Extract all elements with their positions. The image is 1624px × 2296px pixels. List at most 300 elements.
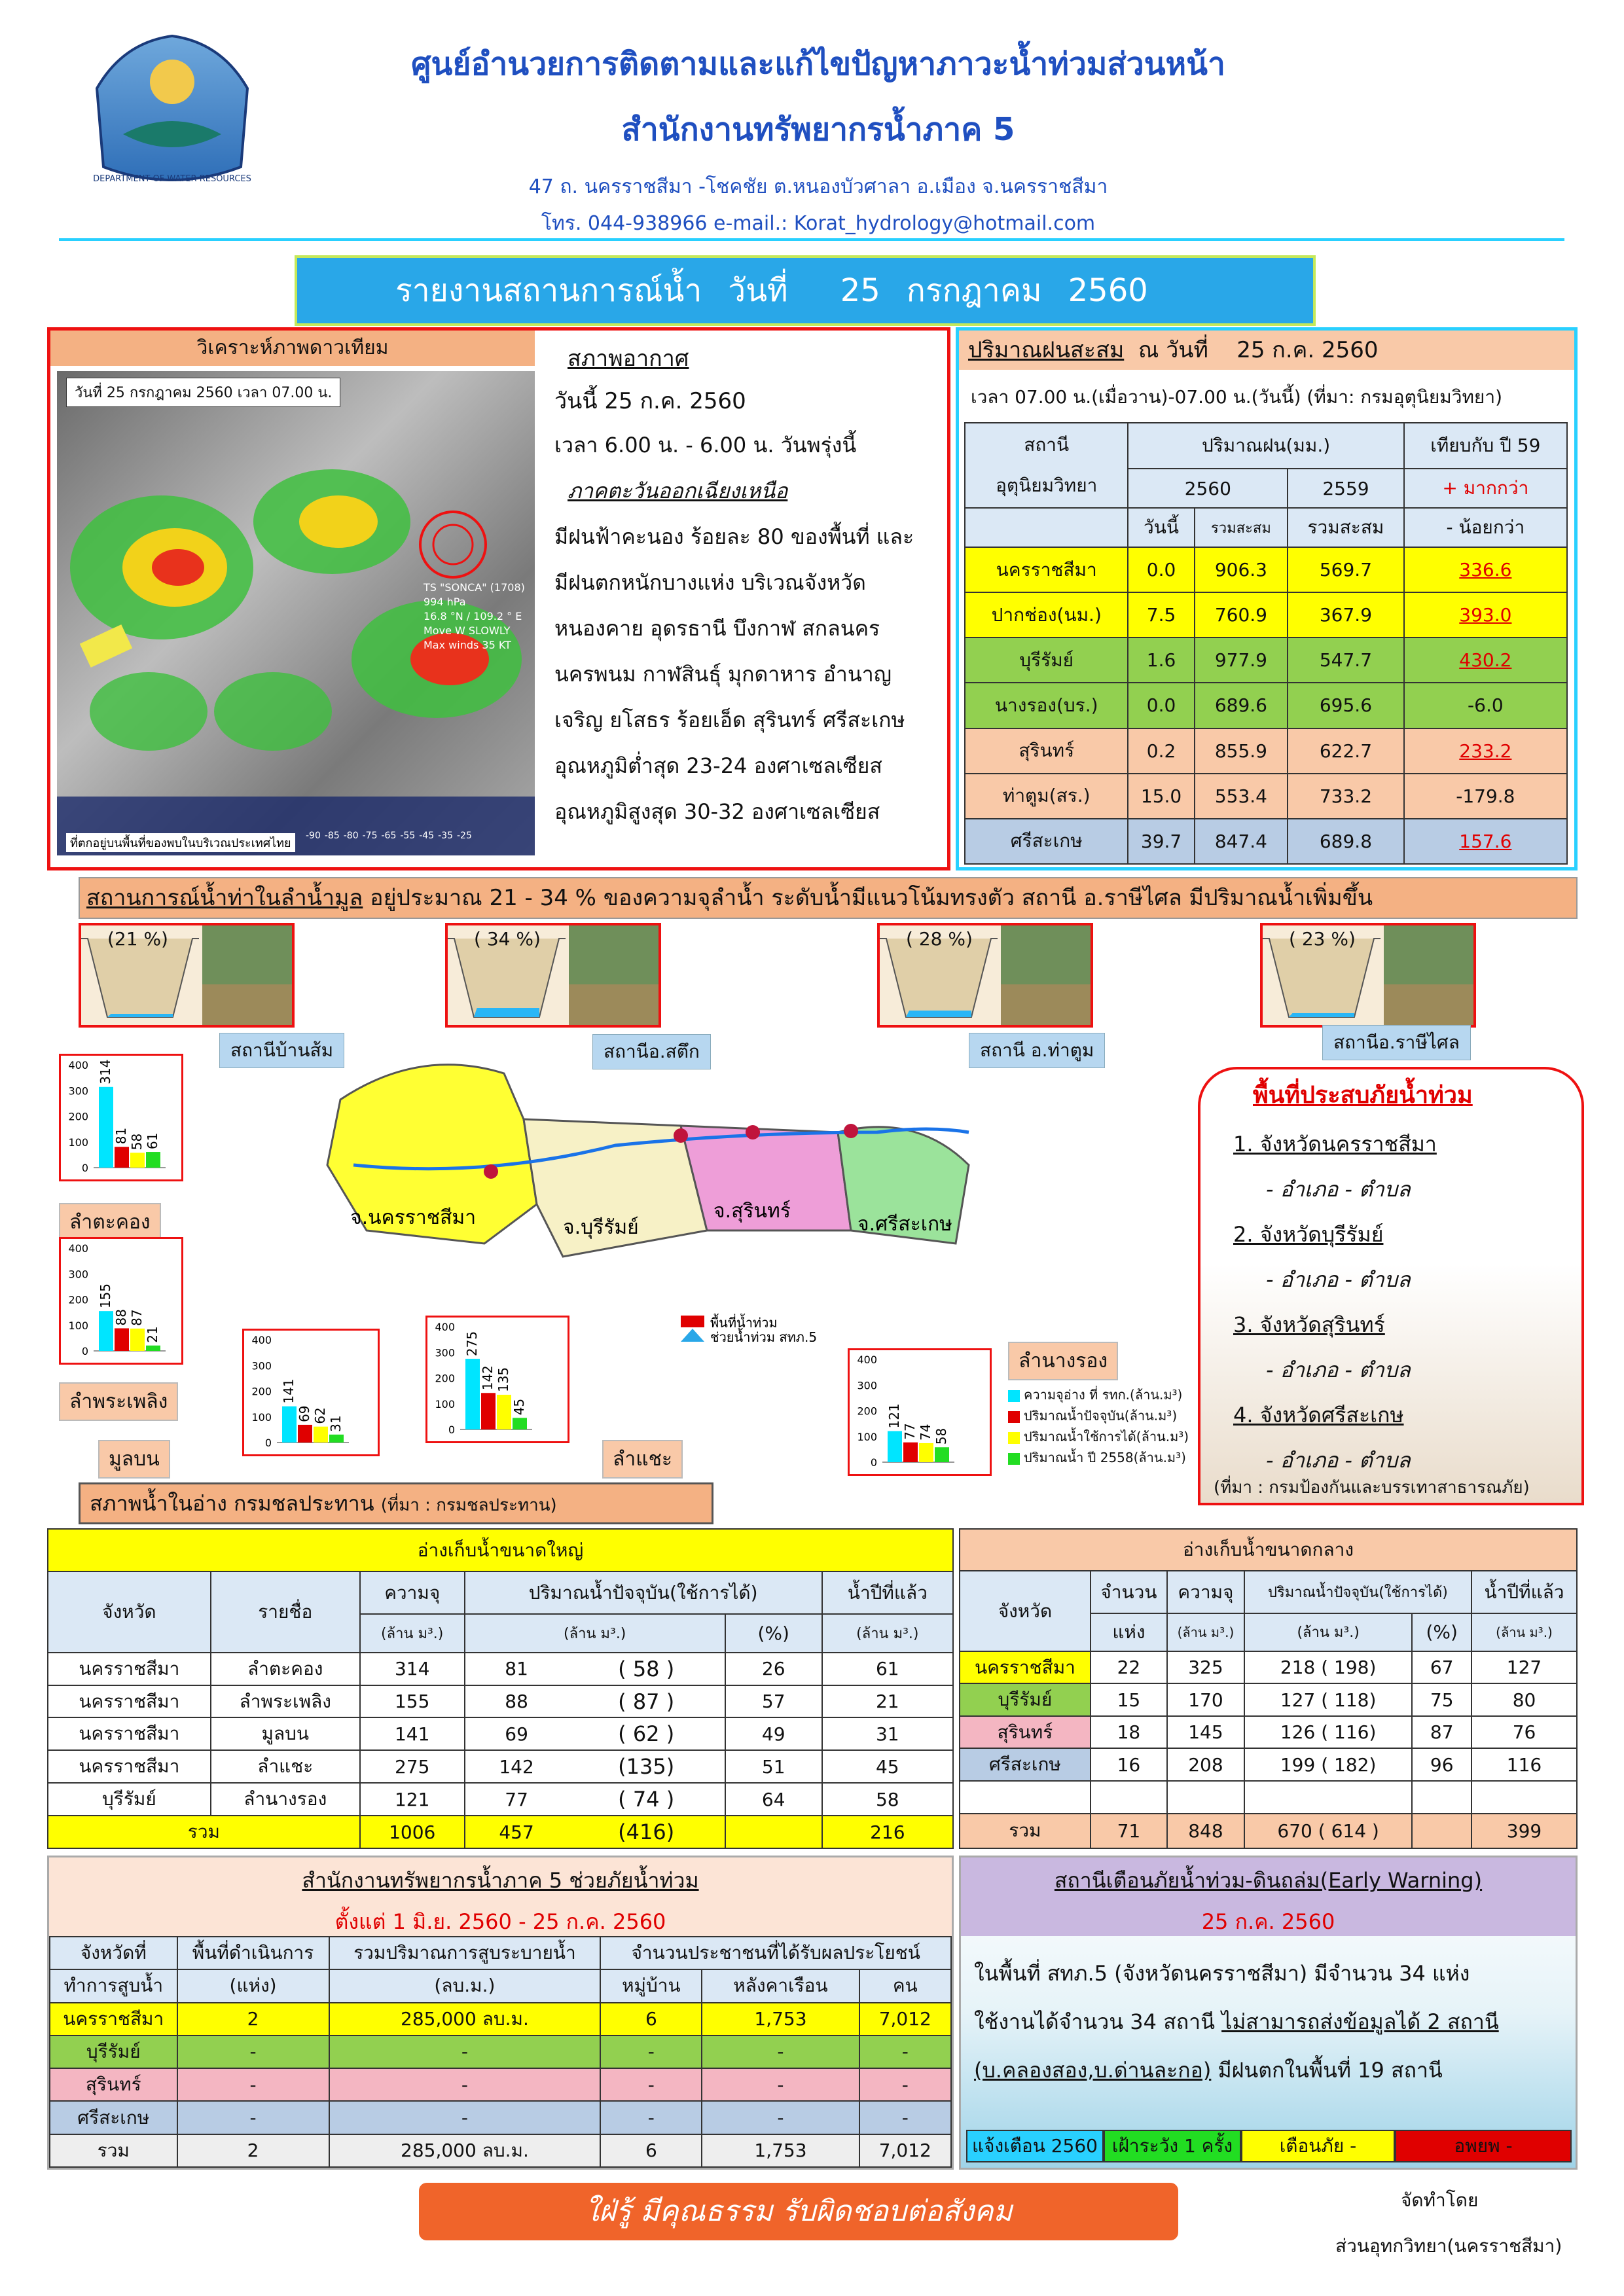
cell: รวม: [960, 1814, 1091, 1848]
medium-reservoir-table: [959, 1528, 1578, 1849]
water-level: [906, 1011, 971, 1017]
cell: 77: [465, 1783, 568, 1816]
report-title: รายงานสถานการณ์น้ำ: [395, 272, 702, 309]
cell: บุรีรัมย์: [50, 2036, 177, 2068]
rain-h-acc2: รวมสะสม: [1288, 508, 1404, 547]
rain-h-less: - น้อยกว่า: [1404, 508, 1567, 547]
weather-time: เวลา 6.00 น. - 6.00 น. วันพรุ่งนี้: [554, 433, 857, 457]
weather-line: หนองคาย อุดรธานี บึงกาฬ สกลนคร: [554, 616, 880, 641]
risk-list: [1233, 1122, 1574, 1483]
scale-tick: -75: [362, 831, 378, 841]
reservoir-chart: [425, 1316, 569, 1443]
cell: ( 62 ): [568, 1717, 725, 1750]
cell: 88: [465, 1685, 568, 1718]
rain-table: [964, 422, 1568, 865]
rain-h-station: [965, 423, 1128, 508]
bar: [130, 1153, 145, 1168]
station-pct: (21 %): [107, 928, 168, 950]
data-label: 81: [113, 1127, 129, 1145]
cell: 21: [822, 1685, 953, 1718]
large-total: [48, 1816, 953, 1848]
risk-detail: - อำเภอ - ตำบล: [1266, 1267, 1411, 1292]
th: (ล้าน ม³.): [822, 1614, 953, 1653]
cell: 275: [360, 1750, 465, 1783]
cell: -6.0: [1404, 683, 1567, 728]
cell: 7.5: [1128, 592, 1194, 637]
tick-label: 300: [435, 1346, 455, 1359]
data-label: 45: [511, 1398, 527, 1416]
cell: 1.6: [1128, 637, 1194, 683]
cell: ศรีสะเกษ: [960, 1748, 1091, 1780]
rain-h-compare: เทียบกับ ปี 59: [1404, 423, 1567, 469]
th: ความจุ: [360, 1571, 465, 1614]
risk-title: พื้นที่ประสบภัยน้ำท่วม: [1253, 1082, 1473, 1109]
tick-label: 0: [264, 1437, 272, 1449]
status-alert: เตือนภัย -: [1241, 2130, 1395, 2162]
pump-title: สำนักงานทรัพยากรน้ำภาค 5 ช่วยภัยน้ำท่วม: [302, 1868, 699, 1893]
bar: [513, 1418, 527, 1429]
cell: 2: [177, 2003, 329, 2036]
cell: 80: [1471, 1683, 1577, 1715]
weather-line: นครพนม กาฬสินธุ์ มุกดาหาร อำนาญ: [554, 662, 892, 687]
cell: -: [859, 2101, 951, 2134]
scale-tick: -35: [438, 831, 453, 841]
th: (ล้าน ม³.): [360, 1614, 465, 1653]
scale-tick: -80: [343, 831, 359, 841]
cell: 6: [600, 2003, 702, 2036]
weather-line: มีฝนตกหนักบางแห่ง บริเวณจังหวัด: [554, 570, 866, 595]
cell: บุรีรัมย์: [960, 1683, 1091, 1715]
data-label: 155: [98, 1283, 113, 1309]
cell: 906.3: [1195, 547, 1288, 592]
weather-line: เจริญ ยโสธร ร้อยเอ็ด สุรินทร์ ศรีสะเกษ: [554, 708, 905, 732]
th: จำนวนประชาชนที่ได้รับผลประโยชน์: [600, 1937, 951, 1969]
tick-label: 200: [857, 1405, 877, 1418]
legend-entry: [1008, 1405, 1231, 1426]
status-evacuate: อพยพ -: [1395, 2130, 1572, 2162]
bar: [919, 1443, 933, 1462]
reservoir-banner: [79, 1482, 713, 1524]
cell: 670 ( 614 ): [1244, 1814, 1413, 1848]
weather-line: มีฝนฟ้าคะนอง ร้อยละ 80 ของพื้นที่ และ: [554, 524, 914, 549]
data-label: 69: [297, 1405, 312, 1422]
h: อุตุนิยมวิทยา: [996, 475, 1098, 496]
tick-label: 400: [857, 1354, 877, 1366]
cell: 51: [725, 1750, 822, 1783]
report-day: 25: [840, 272, 880, 309]
th: คน: [859, 1969, 951, 2002]
cell: บุรีรัมย์: [965, 637, 1128, 683]
cell: 977.9: [1195, 637, 1288, 683]
cell: มูลบน: [211, 1717, 360, 1750]
legend-entry: [1008, 1384, 1231, 1405]
tick-label: 100: [251, 1410, 272, 1424]
station-profile: [445, 923, 661, 1028]
cell: 336.6: [1404, 547, 1567, 592]
reservoir-chart-name: ลำพระเพลิง: [59, 1382, 178, 1421]
scale-tick: -25: [457, 831, 472, 841]
cell: -: [600, 2068, 702, 2101]
cell: สุรินทร์: [960, 1716, 1091, 1748]
cell: ( 74 ): [568, 1783, 725, 1816]
cell: 218 ( 198): [1244, 1651, 1413, 1683]
th: จำนวน: [1091, 1571, 1167, 1613]
scale-tick: -90: [306, 831, 321, 841]
warning-line: [974, 2046, 1562, 2094]
bar: [99, 1087, 113, 1168]
th: (ลบ.ม.): [329, 1969, 601, 2002]
th: (ล้าน ม³.): [1244, 1613, 1413, 1651]
data-label: 77: [902, 1423, 918, 1440]
data-label: 142: [480, 1365, 496, 1391]
svg-text:DEPARTMENT OF WATER RESOURCES: DEPARTMENT OF WATER RESOURCES: [93, 174, 251, 184]
weather-region: ภาคตะวันออกเฉียงเหนือ: [568, 478, 788, 503]
storm-line: Max winds 35 KT: [424, 639, 511, 651]
station-pct: ( 28 %): [906, 928, 973, 950]
tick-label: 400: [68, 1242, 88, 1255]
cell: 199 ( 182): [1244, 1748, 1413, 1780]
cell: รวม: [48, 1816, 360, 1848]
cell: 142: [465, 1750, 568, 1783]
warning-body: [961, 1936, 1576, 2108]
made-by-unit: ส่วนอุทกวิทยา(นครราชสีมา): [1335, 2235, 1562, 2257]
cell: 569.7: [1288, 547, 1404, 592]
bar: [99, 1311, 113, 1351]
medium-title: อ่างเก็บน้ำขนาดกลาง: [960, 1529, 1577, 1571]
cell: -: [702, 2101, 859, 2134]
risk-detail: - อำเภอ - ตำบล: [1266, 1448, 1411, 1473]
cell: 96: [1412, 1748, 1471, 1780]
cell: นครราชสีมา: [50, 2003, 177, 2036]
rain-h-amount: ปริมาณฝน(มม.): [1128, 423, 1403, 469]
cell: 0.0: [1128, 683, 1194, 728]
rain-row: [965, 547, 1567, 592]
cell: 695.6: [1288, 683, 1404, 728]
rain-table-wrap: [964, 422, 1568, 865]
rain-h-today: วันนี้: [1128, 508, 1194, 547]
th: (ล้าน ม³.): [1471, 1613, 1577, 1651]
legend-swatch: [1008, 1390, 1020, 1402]
storm-info: [424, 581, 535, 653]
satellite-scale: [306, 831, 472, 841]
report-year: 2560: [1068, 272, 1148, 309]
cell: รวม: [50, 2134, 177, 2167]
tick-label: 400: [435, 1321, 455, 1333]
cell: 855.9: [1195, 728, 1288, 774]
cell: 26: [725, 1653, 822, 1685]
cell: 689.8: [1288, 819, 1404, 864]
data-label: 74: [918, 1424, 933, 1441]
station-profile: [877, 923, 1093, 1028]
cell: นครราชสีมา: [960, 1651, 1091, 1683]
table-row: [50, 2003, 951, 2036]
pump-period: ตั้งแต่ 1 มิ.ย. 2560 - 25 ก.ค. 2560: [334, 1909, 666, 1934]
cell: 141: [360, 1717, 465, 1750]
cell: 847.4: [1195, 819, 1288, 864]
cell: 7,012: [859, 2003, 951, 2036]
data-label: 141: [281, 1378, 297, 1404]
cell: ( 58 ): [568, 1653, 725, 1685]
tick-label: 100: [68, 1319, 88, 1332]
cell: 760.9: [1195, 592, 1288, 637]
cell: 45: [822, 1750, 953, 1783]
rain-row: [965, 728, 1567, 774]
reservoir-chart-name: ลำตะคอง: [59, 1203, 161, 1242]
cell: 0.0: [1128, 547, 1194, 592]
cell: นครราชสีมา: [48, 1750, 211, 1783]
tick-label: 200: [435, 1372, 455, 1385]
th: ทำการสูบน้ำ: [50, 1969, 177, 2002]
table-row: [48, 1685, 953, 1718]
office-name: สำนักงานทรัพยากรน้ำภาค 5: [621, 111, 1015, 148]
cell: 71: [1091, 1814, 1167, 1848]
province-label: จ.นครราชสีมา: [350, 1206, 477, 1229]
cell: ศรีสะเกษ: [965, 819, 1128, 864]
storm-line: 16.8 °N / 109.2 ° E: [424, 610, 522, 622]
cell: 285,000 ลบ.ม.: [329, 2003, 601, 2036]
cell: 622.7: [1288, 728, 1404, 774]
cell: 733.2: [1288, 774, 1404, 819]
cell: นครราชสีมา: [48, 1685, 211, 1718]
table-row: [960, 1683, 1577, 1715]
table-row: [50, 2068, 951, 2101]
risk-detail: - อำเภอ - ตำบล: [1266, 1177, 1411, 1202]
bar: [298, 1425, 312, 1443]
cell: 157.6: [1404, 819, 1567, 864]
cell: 314: [360, 1653, 465, 1685]
rain-h-2559: 2559: [1288, 469, 1404, 508]
station-pct: ( 34 %): [474, 928, 541, 950]
report-month: กรกฎาคม: [906, 272, 1042, 309]
satellite-foot: ที่ตกอยู่บนพื้นที่ของพบในบริเวณประเทศไทย: [66, 833, 295, 852]
tick-label: 0: [81, 1345, 88, 1357]
flood-risk-panel: [1198, 1067, 1584, 1505]
cell: 58: [822, 1783, 953, 1816]
th: จังหวัด: [48, 1571, 211, 1653]
cell: 31: [822, 1717, 953, 1750]
th: หมู่บ้าน: [600, 1969, 702, 2002]
reservoir-chart-name: มูลบน: [98, 1440, 170, 1479]
rain-title2: ณ วันที่: [1138, 337, 1208, 363]
th: รวมปริมาณการสูบระบายน้ำ: [329, 1937, 601, 1969]
logo: [84, 29, 261, 193]
legend-text: ปริมาณน้ำใช้การได้(ล้าน.ม³): [1024, 1429, 1189, 1444]
cell: -179.8: [1404, 774, 1567, 819]
cell: 81: [465, 1653, 568, 1685]
tick-label: 100: [435, 1397, 455, 1410]
cell: -: [600, 2036, 702, 2068]
rain-row: [965, 592, 1567, 637]
cell: 367.9: [1288, 592, 1404, 637]
cell: 15: [1091, 1683, 1167, 1715]
tick-label: 0: [870, 1456, 877, 1469]
water-level: [107, 1014, 173, 1017]
th: หลังคาเรือน: [702, 1969, 859, 2002]
legend-text: ปริมาณน้ำปัจจุบัน(ล้าน.ม³): [1024, 1408, 1178, 1424]
contact: โทร. 044-938966 e-mail.: Korat_hydrology@hotmail.com: [541, 212, 1096, 235]
cell: [1412, 1814, 1471, 1848]
province-label: จ.บุรีรัมย์: [563, 1216, 639, 1239]
status-watch: เฝ้าระวัง 1 ครั้ง: [1104, 2130, 1241, 2162]
cell: 457: [465, 1816, 568, 1848]
legend-swatch: [1008, 1453, 1020, 1465]
warning-part: (บ.คลองสอง,บ.ด่านละกอ): [974, 2058, 1212, 2083]
warning-part: มีฝนตกในพื้นที่ 19 สถานี: [1218, 2058, 1443, 2083]
storm-line: TS "SONCA" (1708) 994 hPa: [424, 581, 525, 608]
data-label: 314: [98, 1059, 113, 1085]
cell: ศรีสะเกษ: [50, 2101, 177, 2134]
reservoir-chart: [848, 1348, 992, 1476]
cell: -: [859, 2036, 951, 2068]
header-rule: [59, 238, 1564, 241]
report-date-label: วันที่: [728, 272, 788, 309]
cell: นางรอง(บร.): [965, 683, 1128, 728]
weather-line: อุณหภูมิต่ำสุด 23-24 องศาเซลเซียส: [554, 753, 882, 778]
pump-total: [50, 2134, 951, 2167]
legend-text: ปริมาณน้ำ ปี 2558(ล้าน.ม³): [1024, 1450, 1186, 1465]
cell: -: [177, 2101, 329, 2134]
station-label: สถานี อ.ท่าตูม: [969, 1033, 1105, 1068]
reservoir-chart-name: ลำแชะ: [602, 1440, 683, 1479]
reservoir-chart: [59, 1237, 183, 1365]
th: (แห่ง): [177, 1969, 329, 2002]
bar: [935, 1447, 949, 1462]
cell: ปากช่อง(นม.): [965, 592, 1128, 637]
cell: 87: [1412, 1716, 1471, 1748]
data-label: 61: [145, 1132, 160, 1150]
legend-swatch: [1008, 1411, 1020, 1423]
cell: 39.7: [1128, 819, 1194, 864]
cell: ลำพระเพลิง: [211, 1685, 360, 1718]
legend-swatch: [1008, 1432, 1020, 1444]
cell: -: [329, 2036, 601, 2068]
weather-lines: [554, 514, 914, 834]
storm-line: Move W SLOWLY: [424, 624, 511, 637]
station-profile: [1260, 923, 1476, 1028]
tick-label: 0: [448, 1424, 455, 1436]
cell: 547.7: [1288, 637, 1404, 683]
large-reservoir-table: [47, 1528, 954, 1849]
th: น้ำปีที่แล้ว: [822, 1571, 953, 1614]
cell: 216: [822, 1816, 953, 1848]
cell: 69: [465, 1717, 568, 1750]
weather-title: สภาพอากาศ: [568, 346, 689, 372]
cell: 49: [725, 1717, 822, 1750]
tick-label: 100: [68, 1136, 88, 1149]
cell: 57: [725, 1685, 822, 1718]
cell: 0.2: [1128, 728, 1194, 774]
river-banner: [79, 877, 1578, 919]
bar: [329, 1435, 344, 1443]
cell: 393.0: [1404, 592, 1567, 637]
scale-tick: -55: [400, 831, 416, 841]
risk-source: (ที่มา : กรมป้องกันและบรรเทาสาธารณภัย): [1214, 1478, 1530, 1498]
bar: [146, 1346, 160, 1351]
warning-panel: [959, 1856, 1578, 2170]
cell: 233.2: [1404, 728, 1567, 774]
tick-label: 0: [81, 1162, 88, 1174]
warning-part: ไม่สามารถส่งข้อมูลได้ 2 สถานี: [1221, 2009, 1499, 2034]
th: แห่ง: [1091, 1613, 1167, 1651]
bar: [115, 1147, 129, 1168]
cell: 126 ( 116): [1244, 1716, 1413, 1748]
cell: 76: [1471, 1716, 1577, 1748]
table-row: [960, 1716, 1577, 1748]
tick-label: 400: [251, 1334, 272, 1346]
cell: 127: [1471, 1651, 1577, 1683]
bar: [115, 1328, 129, 1351]
cell: 848: [1167, 1814, 1244, 1848]
rain-h-2560: 2560: [1128, 469, 1288, 508]
basin-map: [288, 1034, 1008, 1342]
cell: 61: [822, 1653, 953, 1685]
table-row: [50, 2036, 951, 2068]
data-label: 87: [129, 1309, 145, 1326]
weather-today: วันนี้ 25 ก.ค. 2560: [554, 388, 746, 414]
table-row: [960, 1651, 1577, 1683]
weather-line: อุณหภูมิสูงสุด 30-32 องศาเซลเซียส: [554, 799, 880, 824]
th: จังหวัดที่: [50, 1937, 177, 1969]
cell: 1006: [360, 1816, 465, 1848]
cell: -: [329, 2101, 601, 2134]
cell: ลำนางรอง: [211, 1783, 360, 1816]
cell: 6: [600, 2134, 702, 2167]
cell: -: [600, 2101, 702, 2134]
cell: 208: [1167, 1748, 1244, 1780]
chart-legend: [1008, 1384, 1231, 1468]
bar: [888, 1431, 902, 1462]
data-label: 88: [113, 1309, 129, 1326]
warning-title: สถานีเตือนภัยน้ำท่วม-ดินถล่ม(Early Warning): [1054, 1868, 1483, 1893]
legend-entry: [1008, 1447, 1231, 1468]
river-banner-b: อยู่ประมาณ 21 - 34 % ของความจุลำน้ำ ระดับน้ำมีแนวโน้มทรงตัว สถานี อ.ราษีไศล มีปริมาณน้ำเพิ่มขึ้น: [370, 885, 1373, 911]
status-notify: แจ้งเตือน 2560: [966, 2130, 1104, 2162]
table-row: [48, 1783, 953, 1816]
data-label: 31: [328, 1415, 344, 1432]
data-label: 58: [129, 1133, 145, 1151]
th: รายชื่อ: [211, 1571, 360, 1653]
bar: [903, 1443, 918, 1462]
data-label: 135: [496, 1367, 511, 1393]
tick-label: 300: [68, 1085, 88, 1098]
bar: [465, 1359, 480, 1429]
satellite-date: วันที่ 25 กรกฎาคม 2560 เวลา 07.00 น.: [66, 378, 340, 407]
scale-tick: -85: [324, 831, 340, 841]
reservoir-banner-text: สภาพน้ำในอ่าง กรมชลประทาน: [90, 1491, 374, 1516]
bar: [146, 1152, 160, 1168]
th: พื้นที่ดำเนินการ: [177, 1937, 329, 1969]
station-pct: ( 23 %): [1289, 928, 1356, 950]
cell: 2: [177, 2134, 329, 2167]
map-legend-flood: พื้นที่น้ำท่วม: [710, 1315, 778, 1331]
cell: -: [702, 2068, 859, 2101]
data-label: 21: [145, 1326, 160, 1343]
cell: 689.6: [1195, 683, 1288, 728]
th: ปริมาณน้ำปัจจุบัน(ใช้การได้): [1244, 1571, 1471, 1613]
cell: 145: [1167, 1716, 1244, 1748]
legend-text: ความจุอ่าง ที่ รทก.(ล้าน.ม³): [1024, 1387, 1183, 1403]
cell: สุรินทร์: [965, 728, 1128, 774]
pump-header: [49, 1857, 952, 1936]
tick-label: 200: [68, 1293, 88, 1306]
water-level: [1289, 1013, 1354, 1017]
satellite-title: วิเคราะห์ภาพดาวเทียม: [50, 331, 535, 366]
report-title-box: [295, 255, 1316, 326]
reservoir-chart: [59, 1054, 183, 1181]
satellite-image: [57, 371, 535, 855]
cell: นครราชสีมา: [965, 547, 1128, 592]
bar: [282, 1407, 297, 1443]
